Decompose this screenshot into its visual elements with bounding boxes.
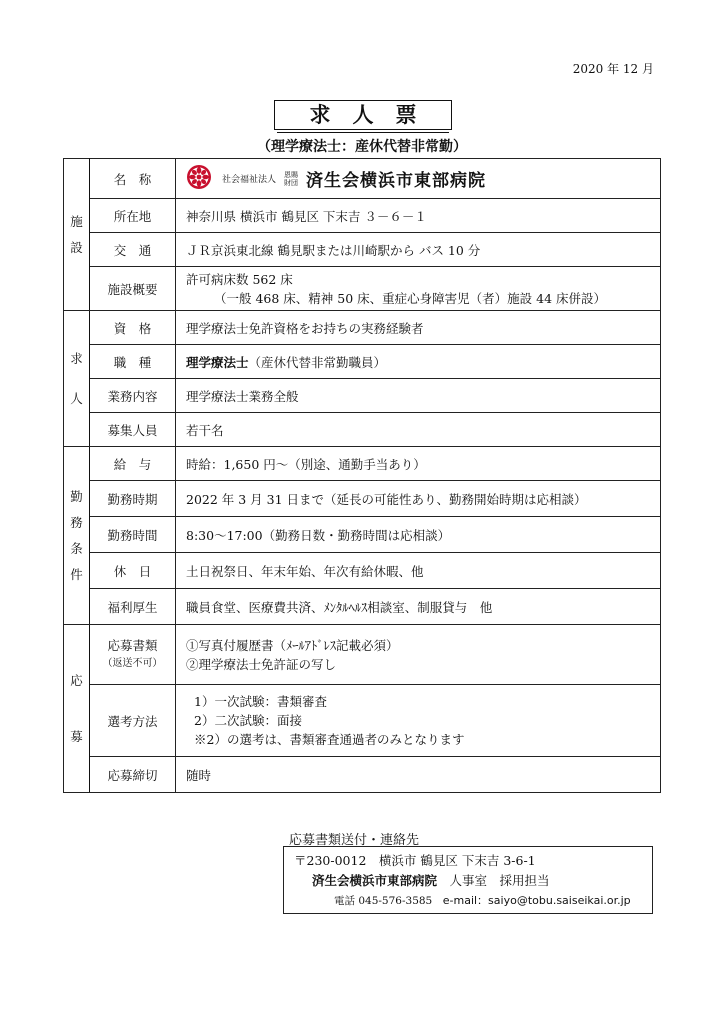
group-conditions: 勤務条件 xyxy=(64,447,90,625)
overview-label: 施設概要 xyxy=(90,267,176,311)
welfare-value: 職員食堂、医療費共済、ﾒﾝﾀﾙﾍﾙｽ相談室、制服貸与 他 xyxy=(176,589,661,625)
row-holidays xyxy=(64,553,661,589)
name-label: 名 称 xyxy=(90,159,176,199)
contact-hospital-line: 済生会横浜市東部病院 人事室 採用担当 xyxy=(312,873,550,888)
address-label: 所在地 xyxy=(90,199,176,233)
deadline-label: 応募締切 xyxy=(90,757,176,793)
contact-box xyxy=(283,846,653,914)
corp-prefix: 恩賜 財団 xyxy=(283,170,298,187)
hours-value: 8:30～17:00（勤務日数・勤務時間は応相談） xyxy=(176,517,661,553)
occupation-label: 職 種 xyxy=(90,345,176,379)
access-label: 交 通 xyxy=(90,233,176,267)
row-headcount xyxy=(64,413,661,447)
contact-address: 〒230-0012 横浜市 鶴見区 下末吉 3-6-1 xyxy=(294,853,536,868)
row-overview xyxy=(64,267,661,311)
duties-label: 業務内容 xyxy=(90,379,176,413)
selection-label: 選考方法 xyxy=(90,685,176,757)
headcount-label: 募集人員 xyxy=(90,413,176,447)
facility-name-cell xyxy=(176,159,661,199)
group-recruit: 求人 xyxy=(64,311,90,447)
row-qualification xyxy=(64,311,661,345)
row-name xyxy=(64,159,661,199)
selection-value: 1）一次試験：書類審査 2）二次試験：面接 ※2）の選考は、書類審査通過者のみとなります xyxy=(176,685,661,757)
saiseikai-crest-icon xyxy=(186,164,212,193)
hospital-name: 済生会横浜市東部病院 xyxy=(305,171,486,191)
contact-heading: 応募書類送付・連絡先 xyxy=(289,833,420,848)
row-occupation xyxy=(64,345,661,379)
contact-tel-line: 電話 045-576-3585 e-mail：saiyo@tobu.saiseikai.or.jp xyxy=(334,894,631,907)
duties-value: 理学療法士業務全般 xyxy=(176,379,661,413)
occupation-value: 理学療法士（産休代替非常勤職員） xyxy=(176,345,661,379)
overview-value: 許可病床数 562 床 （一般 468 床、精神 50 床、重症心身障害児（者）施設 44 床併設） xyxy=(176,267,661,311)
salary-value: 時給：1,650 円～（別途、通勤手当あり） xyxy=(176,447,661,481)
address-value: 神奈川県 横浜市 鶴見区 下末吉 ３－６－１ xyxy=(176,199,661,233)
row-hours xyxy=(64,517,661,553)
row-documents xyxy=(64,625,661,685)
row-address xyxy=(64,199,661,233)
headcount-value: 若干名 xyxy=(176,413,661,447)
issue-date: 2020 年 12 月 xyxy=(572,62,654,76)
contact-email-link[interactable]: e-mail：saiyo@tobu.saiseikai.or.jp xyxy=(442,894,631,907)
access-value: ＪＲ京浜東北線 鶴見駅または川崎駅から バス 10 分 xyxy=(176,233,661,267)
corp-type: 社会福祉法人 xyxy=(221,175,276,185)
page-subtitle: （理学療法士：産休代替非常勤） xyxy=(257,139,467,155)
group-facility: 施設 xyxy=(64,159,90,311)
row-selection xyxy=(64,685,661,757)
welfare-label: 福利厚生 xyxy=(90,589,176,625)
group-application: 応募 xyxy=(64,625,90,793)
row-salary xyxy=(64,447,661,481)
holidays-value: 土日祝祭日、年末年始、年次有給休暇、他 xyxy=(176,553,661,589)
deadline-value: 随時 xyxy=(176,757,661,793)
period-label: 勤務時期 xyxy=(90,481,176,517)
documents-label: 応募書類 （返送不可） xyxy=(90,625,176,685)
documents-value: ①写真付履歴書（ﾒｰﾙｱﾄﾞﾚｽ記載必須） ②理学療法士免許証の写し xyxy=(176,625,661,685)
row-period xyxy=(64,481,661,517)
holidays-label: 休 日 xyxy=(90,553,176,589)
salary-label: 給 与 xyxy=(90,447,176,481)
qualification-value: 理学療法士免許資格をお持ちの実務経験者 xyxy=(176,311,661,345)
row-welfare xyxy=(64,589,661,625)
qualification-label: 資 格 xyxy=(90,311,176,345)
row-deadline xyxy=(64,757,661,793)
period-value: 2022 年 3 月 31 日まで（延長の可能性あり、勤務開始時期は応相談） xyxy=(176,481,661,517)
page-title: 求人票 xyxy=(274,100,452,130)
job-posting-table xyxy=(63,158,661,793)
row-duties xyxy=(64,379,661,413)
row-access xyxy=(64,233,661,267)
hours-label: 勤務時間 xyxy=(90,517,176,553)
